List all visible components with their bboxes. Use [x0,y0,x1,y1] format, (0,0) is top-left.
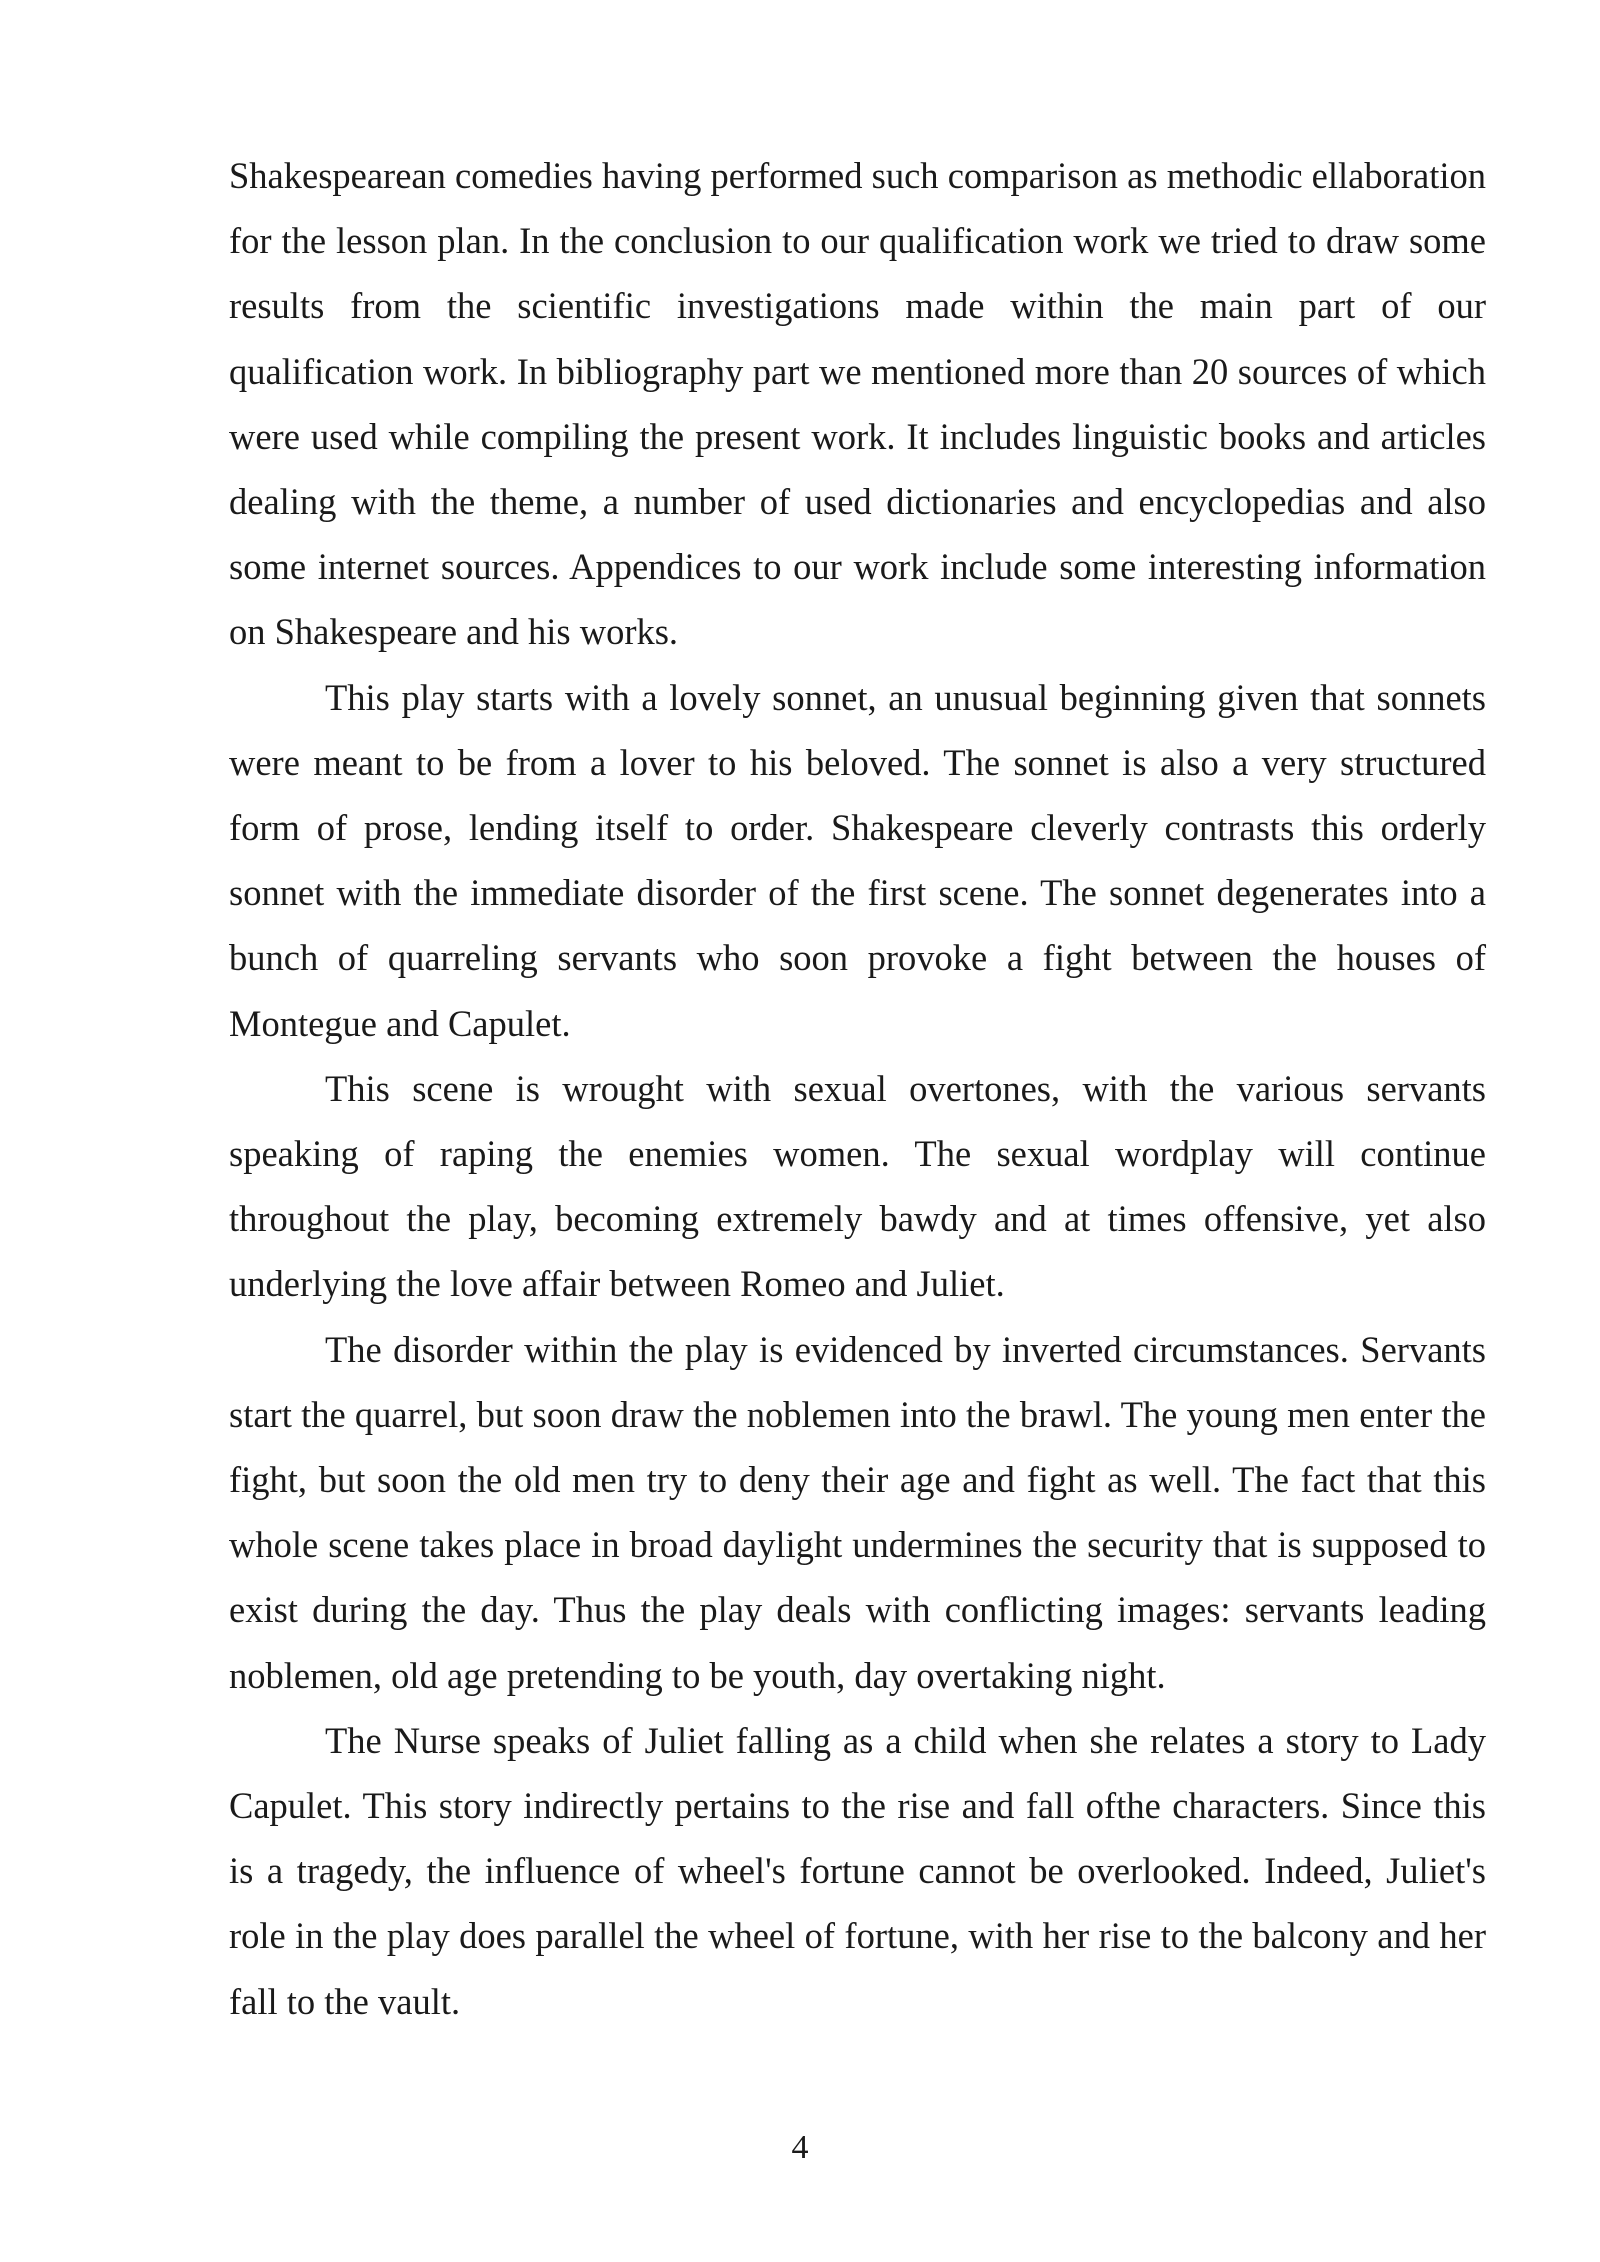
page-number: 4 [791,2129,809,2166]
paragraph-1: Shakespearean comedies having performed such comparison as methodic ellaboration for the lesson plan. In the conclusion to our qualification work we tried to draw some results from the scientific investigations made within the main part of our qualification work. In bibliography part we mentioned more than 20 sources of which were used while compiling the present work. It includes linguistic books and articles dealing with the theme, a number of used dictionaries and encyclopedias and also some internet sources. Appendices to our work include some interesting information on Shakespeare and his works. [229,155,1486,653]
paragraph-5: The Nurse speaks of Juliet falling as a child when she relates a story to Lady Capulet. This story indirectly pertains to the rise and fall ofthe characters. Since this is a tragedy, the influence of wheel's fortune cannot be overlooked. Indeed, Juliet's role in the play does parallel the wheel of fortune, with her rise to the balcony and her fall to the vault. [229,1719,1486,2022]
paragraph-2: This play starts with a lovely sonnet, an unusual beginning given that sonnets were meant to be from a lover to his beloved. The sonnet is also a very structured form of prose, lending itself to order. Shakespeare cleverly contrasts this orderly sonnet with the immediate disorder of the first scene. The sonnet degenerates into a bunch of quarreling servants who soon provoke a fight between the houses of Montegue and Capulet. [229,676,1486,1044]
body-text [229,143,1486,2034]
paragraph-4: The disorder within the play is evidenced by inverted circumstances. Servants start the quarrel, but soon draw the noblemen into the brawl. The young men enter the fight, but soon the old men try to deny their age and fight as well. The fact that this whole scene takes place in broad daylight undermines the security that is supposed to exist during the day. Thus the play deals with conflicting images: servants leading noblemen, old age pretending to be youth, day overtaking night. [229,1328,1486,1696]
paragraph-3: This scene is wrought with sexual overtones, with the various servants speaking of raping the enemies women. The sexual wordplay will continue throughout the play, becoming extremely bawdy and at times offensive, yet also underlying the love affair between Romeo and Juliet. [229,1067,1486,1305]
